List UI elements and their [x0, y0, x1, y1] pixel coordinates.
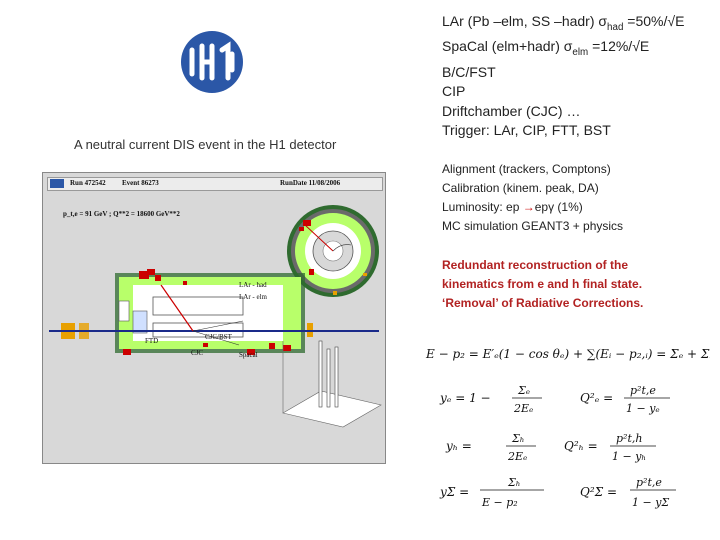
formula-ys-num: Σₕ [508, 476, 521, 489]
detector-line-trigger: Trigger: LAr, CIP, FTT, BST [442, 122, 611, 139]
label-spacal: Spacal [239, 351, 258, 359]
redundant-reconstruction [442, 256, 643, 313]
calib-line-mc: MC simulation GEANT3 + physics [442, 219, 624, 233]
formula-ys-den: E − p₂ [482, 496, 518, 509]
calib-line-calibration: Calibration (kinem. peak, DA) [442, 181, 599, 195]
detector-line-cip: CIP [442, 83, 466, 100]
arrow-icon: → [522, 200, 535, 214]
formula-e-minus-pz: E − p₂ = E′ₑ(1 − cos θₑ) + ∑(Eᵢ − p₂,ᵢ) = Σₑ + Σₕ [426, 347, 710, 361]
formula-yh-den: 2Eₑ [508, 450, 528, 463]
formula-q2h-num: p²t,h [616, 432, 643, 445]
formula-q2e-lhs: Q²ₑ = [580, 391, 614, 405]
detector-line-cjc: Driftchamber (CJC) … [442, 102, 581, 119]
event-caption: A neutral current DIS event in the H1 detector [74, 137, 337, 152]
detector-line-trackers: B/C/FST [442, 63, 496, 80]
kinematics-info: p_t,e = 91 GeV ; Q**2 = 18600 GeV**2 [63, 210, 180, 218]
formula-q2s-num: p²t,e [636, 476, 662, 489]
run-date: RunDate 11/08/2006 [280, 179, 341, 187]
redundant-line-1: Redundant reconstruction of the [442, 258, 628, 272]
detector-line-spacal: SpaCal (elm+hadr) $\sigma_{elm} =12\%/√E$ [442, 38, 650, 59]
detector-drawing [43, 173, 385, 463]
event-number: Event 86273 [122, 179, 159, 187]
redundant-line-3: ‘Removal’ of Radiative Corrections. [442, 296, 644, 310]
formula-yh-num: Σₕ [512, 432, 525, 445]
label-ftd: FTD [145, 337, 159, 345]
formula-q2s-den: 1 − yΣ [632, 496, 670, 509]
calib-line-alignment: Alignment (trackers, Comptons) [442, 162, 611, 176]
formula-q2e-num: p²t,e [630, 384, 656, 397]
run-number: Run 472542 [70, 179, 106, 187]
lego-plot [283, 341, 381, 427]
formula-q2s-lhs: Q²Σ = [580, 485, 618, 499]
formula-ye-den: 2Eₑ [514, 402, 534, 415]
formula-ye-lhs: yₑ = 1 − [440, 391, 491, 405]
label-lar-elm: LAr - elm [239, 293, 267, 301]
formula-yh-lhs: yₕ = [446, 439, 472, 453]
formula-ys-lhs: yΣ = [440, 485, 470, 499]
formula-q2h-lhs: Q²ₕ = [564, 439, 598, 453]
calibration-list [442, 160, 623, 236]
label-cjc-bst: CJC/BST [205, 333, 232, 341]
detector-line-lar: LAr (Pb –elm, SS –hadr) $\sigma_{had} =50\%/√E$ [442, 13, 685, 33]
detector-list [442, 12, 684, 141]
formula-block [420, 340, 710, 520]
formula-q2h-den: 1 − yₕ [612, 450, 647, 463]
formula-q2e-den: 1 − yₑ [626, 402, 660, 415]
event-display [42, 172, 386, 464]
label-lar-had: LAr - had [239, 281, 267, 289]
redundant-line-2: kinematics from e and h final state. [442, 277, 643, 291]
h1-logo [180, 30, 244, 94]
formula-ye-num: Σₑ [518, 384, 531, 397]
label-cjc: CJC [191, 349, 204, 357]
calib-line-luminosity: Luminosity: ep →epγ (1%) [442, 200, 583, 214]
